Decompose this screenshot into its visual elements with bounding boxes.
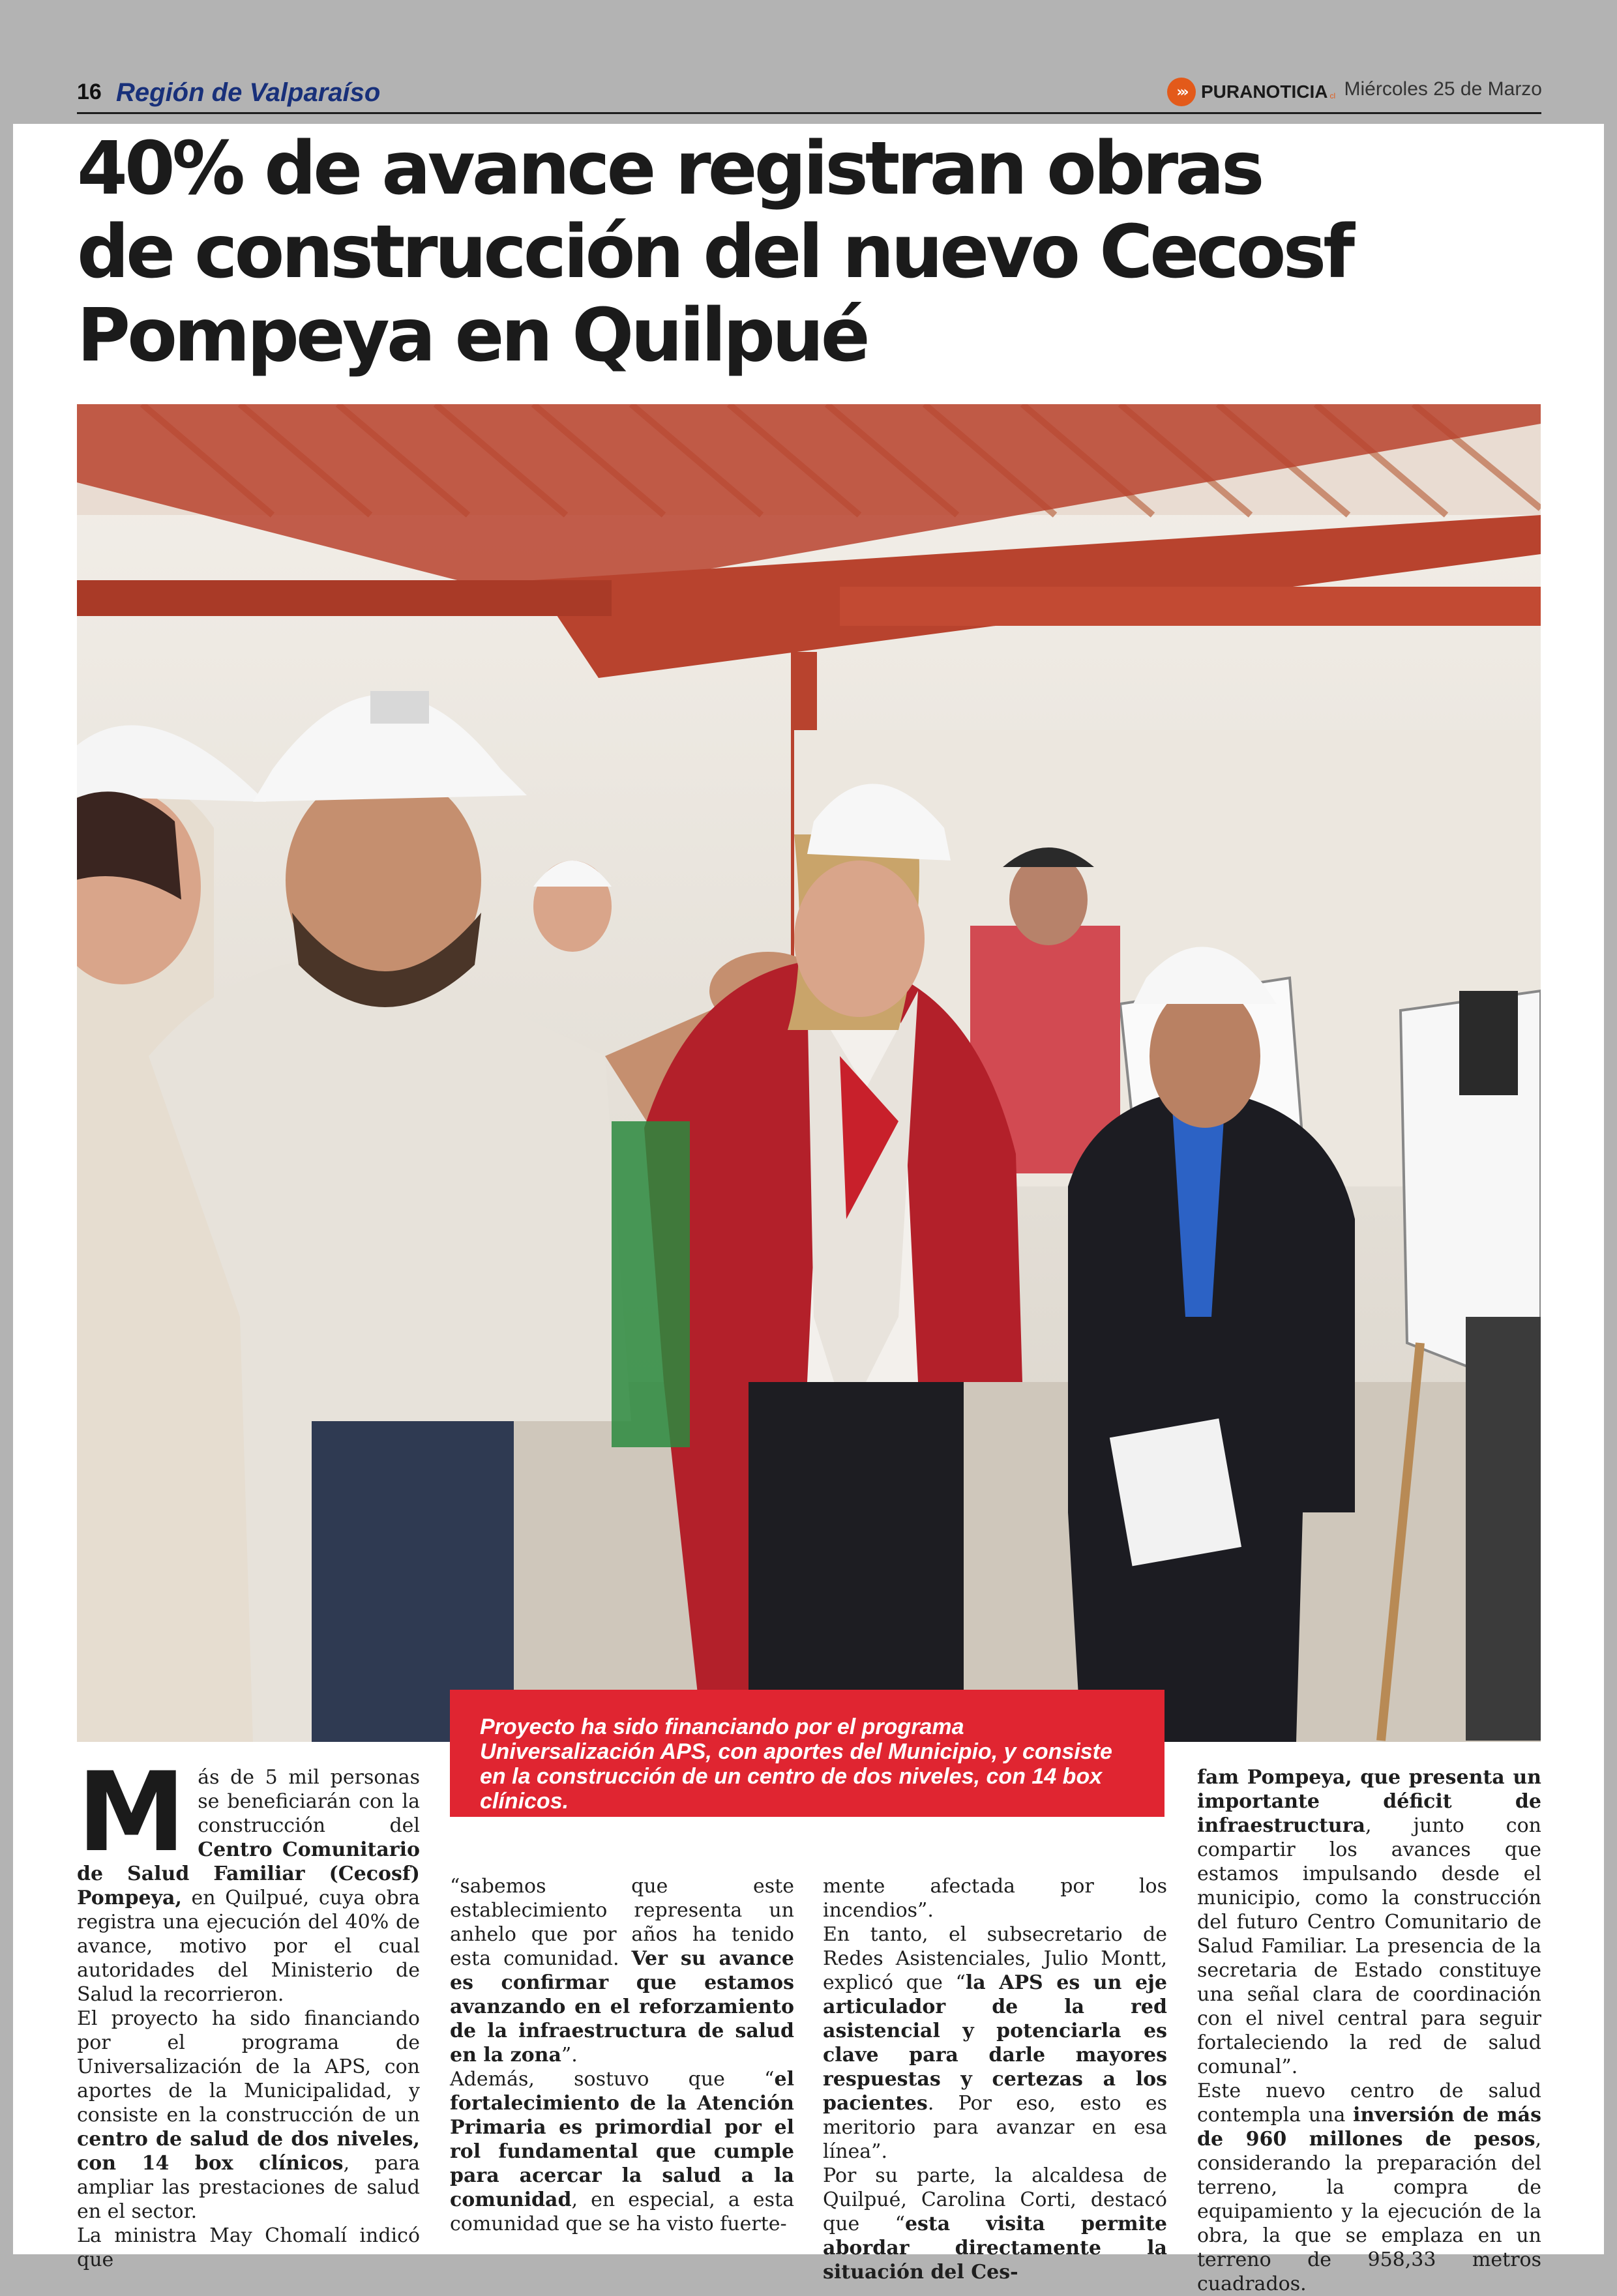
drop-cap: M xyxy=(77,1748,186,1876)
text-run: Este nuevo centro de salud contempla una xyxy=(1197,2080,1541,2127)
paragraph xyxy=(77,2007,420,2224)
paragraph: La ministra May Chomalí indicó que xyxy=(77,2224,420,2271)
text-run-bold: el fortalecimiento de la Atención Primaria es primordial por el rol fundamental que cumple para acercar la salud a la comunidad xyxy=(450,2068,794,2211)
text-run-bold: centro de salud de dos niveles, con 14 box clínicos xyxy=(77,2128,420,2175)
brand-name: PURANOTICIA xyxy=(1201,81,1328,102)
paragraph xyxy=(823,2164,1167,2284)
paragraph xyxy=(823,1922,1167,2164)
issue-date: Miércoles 25 de Marzo xyxy=(1344,78,1542,100)
page-number: 16 xyxy=(77,80,102,104)
text-run: en Quilpué, cuya obra registra una ejecución del 40% de avance, motivo por el cual autoridades del Ministerio de Salud la recorrieron. xyxy=(77,1887,420,2006)
text-run: Por su parte, la alcaldesa de Quilpué, Carolina Corti, destacó que “ xyxy=(823,2164,1167,2235)
text-run-bold: esta visita permite abordar directamente la situación del Ces- xyxy=(823,2213,1168,2284)
brand-logo[interactable] xyxy=(1167,77,1335,107)
text-run: . Por eso, esto es meritorio para avanzar en esa línea”. xyxy=(823,2092,1167,2163)
headline-line: Pompeya en Quilpué xyxy=(77,293,867,378)
text-run: ”. xyxy=(561,2044,578,2067)
headline-line: 40% de avance registran obras xyxy=(77,126,1262,211)
paragraph: mente afectada por los incendios”. xyxy=(823,1875,1167,1922)
paragraph xyxy=(77,1748,420,2007)
section-name: Región de Valparaíso xyxy=(116,78,381,107)
text-run-bold: la APS es un eje articulador de la red asistencial y potenciarla es clave para darle mayores respuestas y certezas a los pacientes xyxy=(823,1971,1167,2115)
article-column-2 xyxy=(450,1874,794,2236)
text-run: ás de 5 mil personas se beneficiarán con la construcción del xyxy=(198,1766,420,1837)
text-run: , considerando la preparación del terreno, la compra de equipamiento y la ejecución de la obra, la que se emplaza en un terreno de 958,33 metros cuadrados. xyxy=(1197,2128,1541,2295)
brand-chevrons-icon: ››› xyxy=(1167,78,1196,106)
paragraph xyxy=(1197,1765,1541,2079)
article-column-4 xyxy=(1197,1765,1541,2296)
brand-suffix: cl xyxy=(1329,91,1336,100)
photo-caption xyxy=(450,1690,1165,1817)
article-headline xyxy=(77,127,1544,377)
text-run: El proyecto ha sido financiando por el programa de Universalización de la APS, con aportes de la Municipalidad, y consiste en la construcción de un xyxy=(77,2007,420,2127)
text-run: , junto con compartir los avances que estamos impulsando desde el municipio, como la construcción del futuro Centro Comunitario de Salud Familiar. La presencia de la secretaria de Estado constituye una señal clara de coordinación con el nivel central para seguir fortaleciendo la red de salud comunal”. xyxy=(1197,1814,1541,2078)
text-run: En tanto, el subsecretario de Redes Asistenciales, Julio Montt, explicó que “ xyxy=(823,1923,1167,1994)
paragraph xyxy=(450,1874,794,2067)
paragraph xyxy=(1197,2079,1541,2296)
text-run-bold: fam Pompeya, que presenta un importante déficit de infraestructura xyxy=(1197,1766,1541,1837)
text-run-bold: Centro Comunitario de Salud Familiar (Cecosf) Pompeya, xyxy=(77,1838,420,1909)
page-header xyxy=(0,0,1617,124)
header-divider xyxy=(77,112,1541,114)
article-photo xyxy=(77,404,1541,1742)
headline-line: de construcción del nuevo Cecosf xyxy=(77,210,1352,295)
article-column-1 xyxy=(77,1748,420,2272)
paragraph xyxy=(450,2067,794,2236)
text-run-bold: inversión de más de 960 millones de pesos xyxy=(1197,2104,1541,2151)
text-run: Además, sostuvo que “ xyxy=(450,2068,775,2091)
article-column-3 xyxy=(823,1874,1167,2284)
text-run: , para ampliar las prestaciones de salud en el sector. xyxy=(77,2152,420,2223)
text-run: , en especial, a esta comunidad que se ha visto fuerte- xyxy=(450,2188,794,2235)
text-run-bold: Ver su avance es confirmar que estamos avanzando en el reforzamiento de la infraestructura de salud en la zona xyxy=(450,1947,794,2067)
text-run: “sabemos que este establecimiento representa un anhelo que por años ha tenido esta comunidad. xyxy=(450,1875,794,1970)
caption-text: Proyecto ha sido financiando por el programa Universalización APS, con aportes del Municipio, y consiste en la construcción de un centro de dos niveles, con 14 box clínicos. xyxy=(480,1715,1112,1814)
